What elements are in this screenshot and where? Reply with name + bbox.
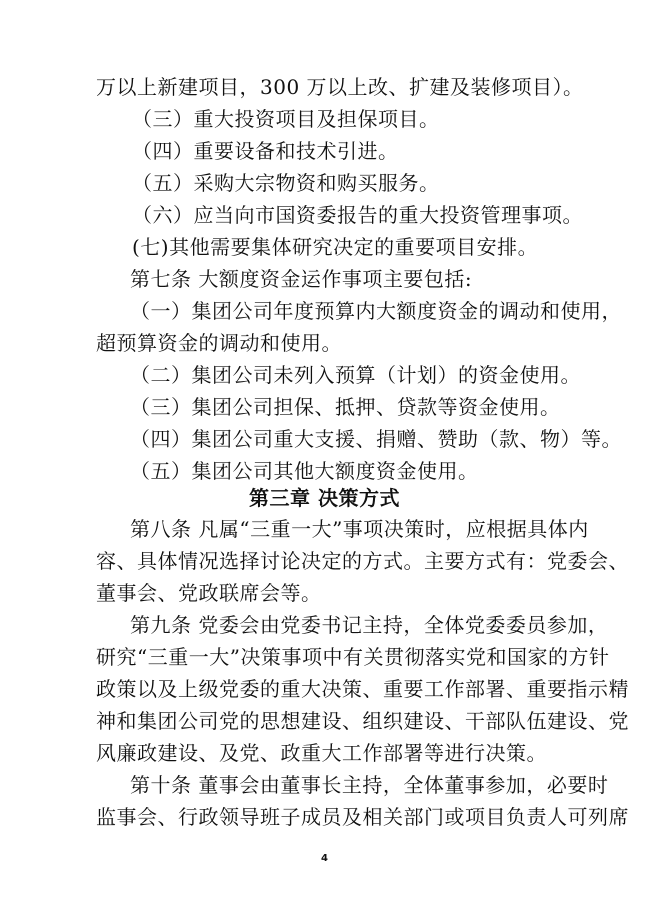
fund-item-3: （三）集团公司担保、抵押、贷款等资金使用。 [130,395,561,419]
article-9-line-2: 研究“三重一大”决策事项中有关贯彻落实党和国家的方针 [96,645,610,669]
list-item-7: (七)其他需要集体研究决定的重要项目安排。 [132,235,539,259]
text-line-continuation: 万以上新建项目，300 万以上改、扩建及装修项目）。 [96,75,584,99]
fund-item-4: （四）集团公司重大支援、捐赠、赞助（款、物）等。 [130,427,622,451]
chapter-heading: 第三章 决策方式 [249,486,400,510]
article-9-line-4: 神和集团公司党的思想建设、组织建设、干部队伍建设、党 [96,709,629,733]
list-item-4: （四）重要设备和技术引进。 [132,139,399,163]
article-10-line-1: 第十条 董事会由董事长主持，全体董事参加，必要时 [130,773,609,797]
fund-item-5: （五）集团公司其他大额度资金使用。 [130,459,479,483]
fund-item-1-continued: 超预算资金的调动和使用。 [96,331,342,355]
article-8-line-1: 第八条 凡属“三重一大”事项决策时，应根据具体内 [130,517,589,541]
page-number: 4 [321,853,328,864]
article-10-line-2: 监事会、行政领导班子成员及相关部门或项目负责人可列席 [96,805,629,829]
list-item-5: （五）采购大宗物资和购买服务。 [132,171,440,195]
article-7-title: 第七条 大额度资金运作事项主要包括: [130,267,473,291]
list-item-6: （六）应当向市国资委报告的重大投资管理事项。 [132,203,583,227]
fund-item-2: （二）集团公司未列入预算（计划）的资金使用。 [130,363,581,387]
fund-item-1: （一）集团公司年度预算内大额度资金的调动和使用， [130,299,622,323]
article-9-line-1: 第九条 党委会由党委书记主持，全体党委委员参加， [130,613,609,637]
article-8-line-2: 容、具体情况选择讨论决定的方式。主要方式有：党委会、 [96,549,629,573]
article-9-line-5: 风廉政建设、及党、政重大工作部署等进行决策。 [96,741,547,765]
list-item-3: （三）重大投资项目及担保项目。 [132,107,440,131]
article-8-line-3: 董事会、党政联席会等。 [96,581,322,605]
article-9-line-3: 政策以及上级党委的重大决策、重要工作部署、重要指示精 [96,677,629,701]
